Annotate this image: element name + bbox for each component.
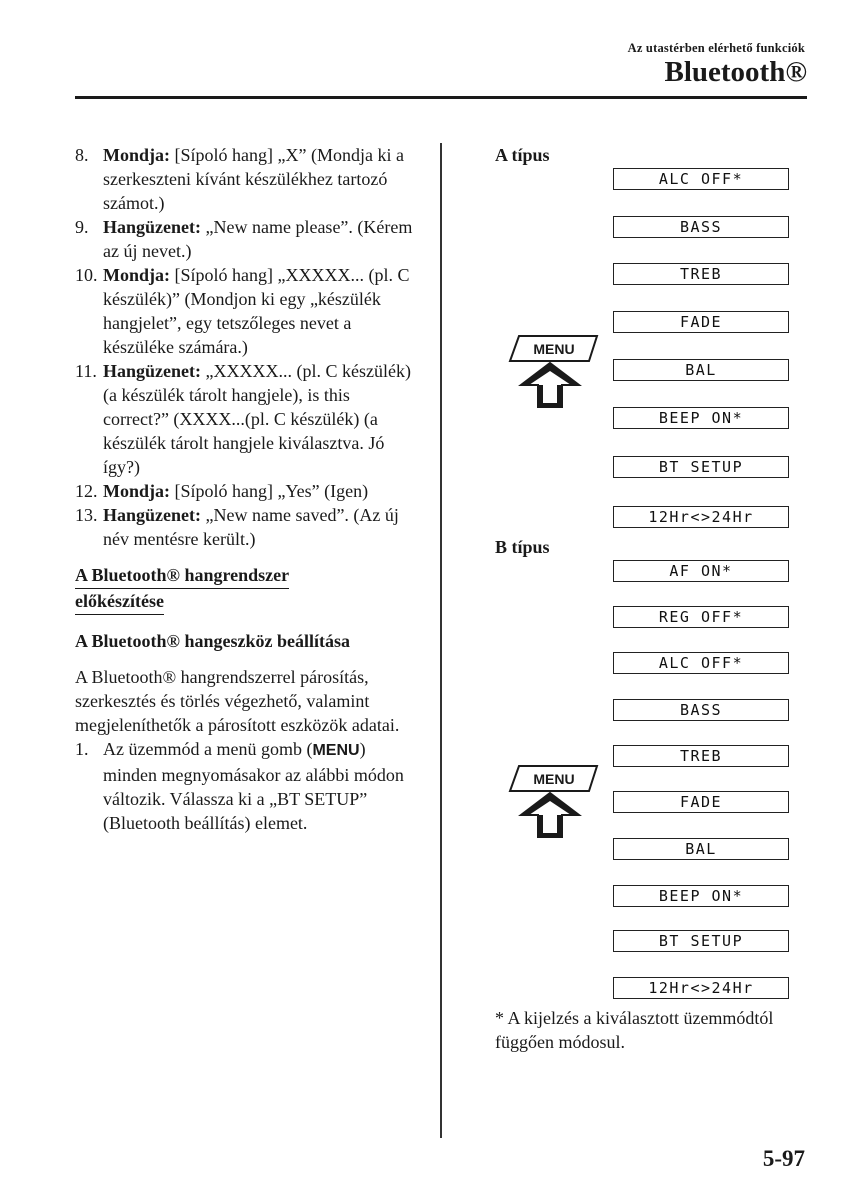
- menu-button-label: MENU: [533, 341, 575, 357]
- column-divider: [440, 143, 442, 1138]
- lcd-display: TREB: [613, 745, 789, 767]
- step-body: „New name please”. (Kérem az új nevet.): [103, 217, 413, 261]
- lcd-display: ALC OFF*: [613, 652, 789, 674]
- section-heading-line2: előkészítése: [75, 589, 164, 615]
- step-body: [Sípoló hang] „X” (Mondja ki a szerkeszteni kívánt készülékhez tartozó számot.): [103, 145, 404, 213]
- lcd-display: BAL: [613, 359, 789, 381]
- step-text: [103, 479, 415, 503]
- list-item: [75, 143, 415, 215]
- step-body: „XXXXX... (pl. C készülék) (a készülék tárolt hangjele), is this correct?” (XXXX...(pl. C készülék) (a készülék tárolt hangjele kiválasztva. Jó így?): [103, 361, 411, 477]
- menu-button-label: MENU: [533, 771, 575, 787]
- list-item: [75, 263, 415, 359]
- step-text: [103, 215, 415, 263]
- step-number: 10.: [75, 265, 98, 285]
- type-b-label: B típus: [495, 537, 550, 557]
- subsection-heading: A Bluetooth® hangeszköz beállítása: [75, 631, 350, 651]
- section-heading-line1: A Bluetooth® hangrendszer: [75, 563, 289, 589]
- step-text: [103, 737, 415, 835]
- step-number: 13.: [75, 505, 98, 525]
- step-label: Mondja:: [103, 145, 170, 165]
- lcd-display: FADE: [613, 791, 789, 813]
- lcd-display: BASS: [613, 699, 789, 721]
- list-item: [75, 503, 415, 551]
- menu-button-icon: [507, 763, 599, 841]
- lcd-display: 12Hr<>24Hr: [613, 977, 789, 999]
- step-body: Az üzemmód a menü gomb (: [103, 739, 313, 759]
- type-a-label: A típus: [495, 145, 550, 165]
- step-number: 1.: [75, 739, 89, 759]
- lcd-display: BEEP ON*: [613, 885, 789, 907]
- lcd-display: BT SETUP: [613, 456, 789, 478]
- lcd-display: TREB: [613, 263, 789, 285]
- step-number: 12.: [75, 481, 98, 501]
- step-number: 9.: [75, 217, 89, 237]
- step-label: Mondja:: [103, 265, 170, 285]
- step-body: [Sípoló hang] „Yes” (Igen): [170, 481, 369, 501]
- lcd-display: AF ON*: [613, 560, 789, 582]
- lcd-display: BT SETUP: [613, 930, 789, 952]
- header-section: Az utastérben elérhető funkciók: [627, 41, 805, 55]
- step-text: [103, 359, 415, 479]
- list-item: [75, 359, 415, 479]
- step-label: Hangüzenet:: [103, 217, 201, 237]
- left-column: [75, 143, 415, 835]
- lcd-display: ALC OFF*: [613, 168, 789, 190]
- lcd-display: 12Hr<>24Hr: [613, 506, 789, 528]
- step-number: 8.: [75, 145, 89, 165]
- footnote: * A kijelzés a kiválasztott üzemmódtól függően módosul.: [495, 1008, 774, 1052]
- step-number: 11.: [75, 361, 97, 381]
- list-item: [75, 737, 415, 835]
- page-title: Bluetooth®: [664, 56, 807, 88]
- lcd-display: BAL: [613, 838, 789, 860]
- header-rule: [75, 96, 807, 99]
- step-text: [103, 503, 415, 551]
- list-item: [75, 479, 415, 503]
- list-item: [75, 215, 415, 263]
- menu-button-label: MENU: [312, 742, 360, 759]
- step-body: [Sípoló hang] „XXXXX... (pl. C készülék)” (Mondjon ki egy „készülék hangjelet”, egy tetszőleges nevet a készüléke számára.): [103, 265, 410, 357]
- step-label: Hangüzenet:: [103, 361, 201, 381]
- intro-paragraph: A Bluetooth® hangrendszerrel párosítás, szerkesztés és törlés végezhető, valamint megjeleníthetők a párosított eszközök adatai.: [75, 667, 400, 735]
- step-body: ) minden megnyomásakor az alábbi módon változik. Válassza ki a „BT SETUP” (Bluetooth beállítás) elemet.: [103, 739, 404, 833]
- step-label: Mondja:: [103, 481, 170, 501]
- section-heading: [75, 563, 415, 615]
- step-text: [103, 263, 415, 359]
- lcd-display: BASS: [613, 216, 789, 238]
- step-label: Hangüzenet:: [103, 505, 201, 525]
- menu-button-icon: [507, 333, 599, 411]
- step-body: „New name saved”. (Az új név mentésre került.): [103, 505, 399, 549]
- lcd-display: BEEP ON*: [613, 407, 789, 429]
- page-number: 5-97: [762, 1146, 805, 1171]
- step-text: [103, 143, 415, 215]
- lcd-display: FADE: [613, 311, 789, 333]
- lcd-display: REG OFF*: [613, 606, 789, 628]
